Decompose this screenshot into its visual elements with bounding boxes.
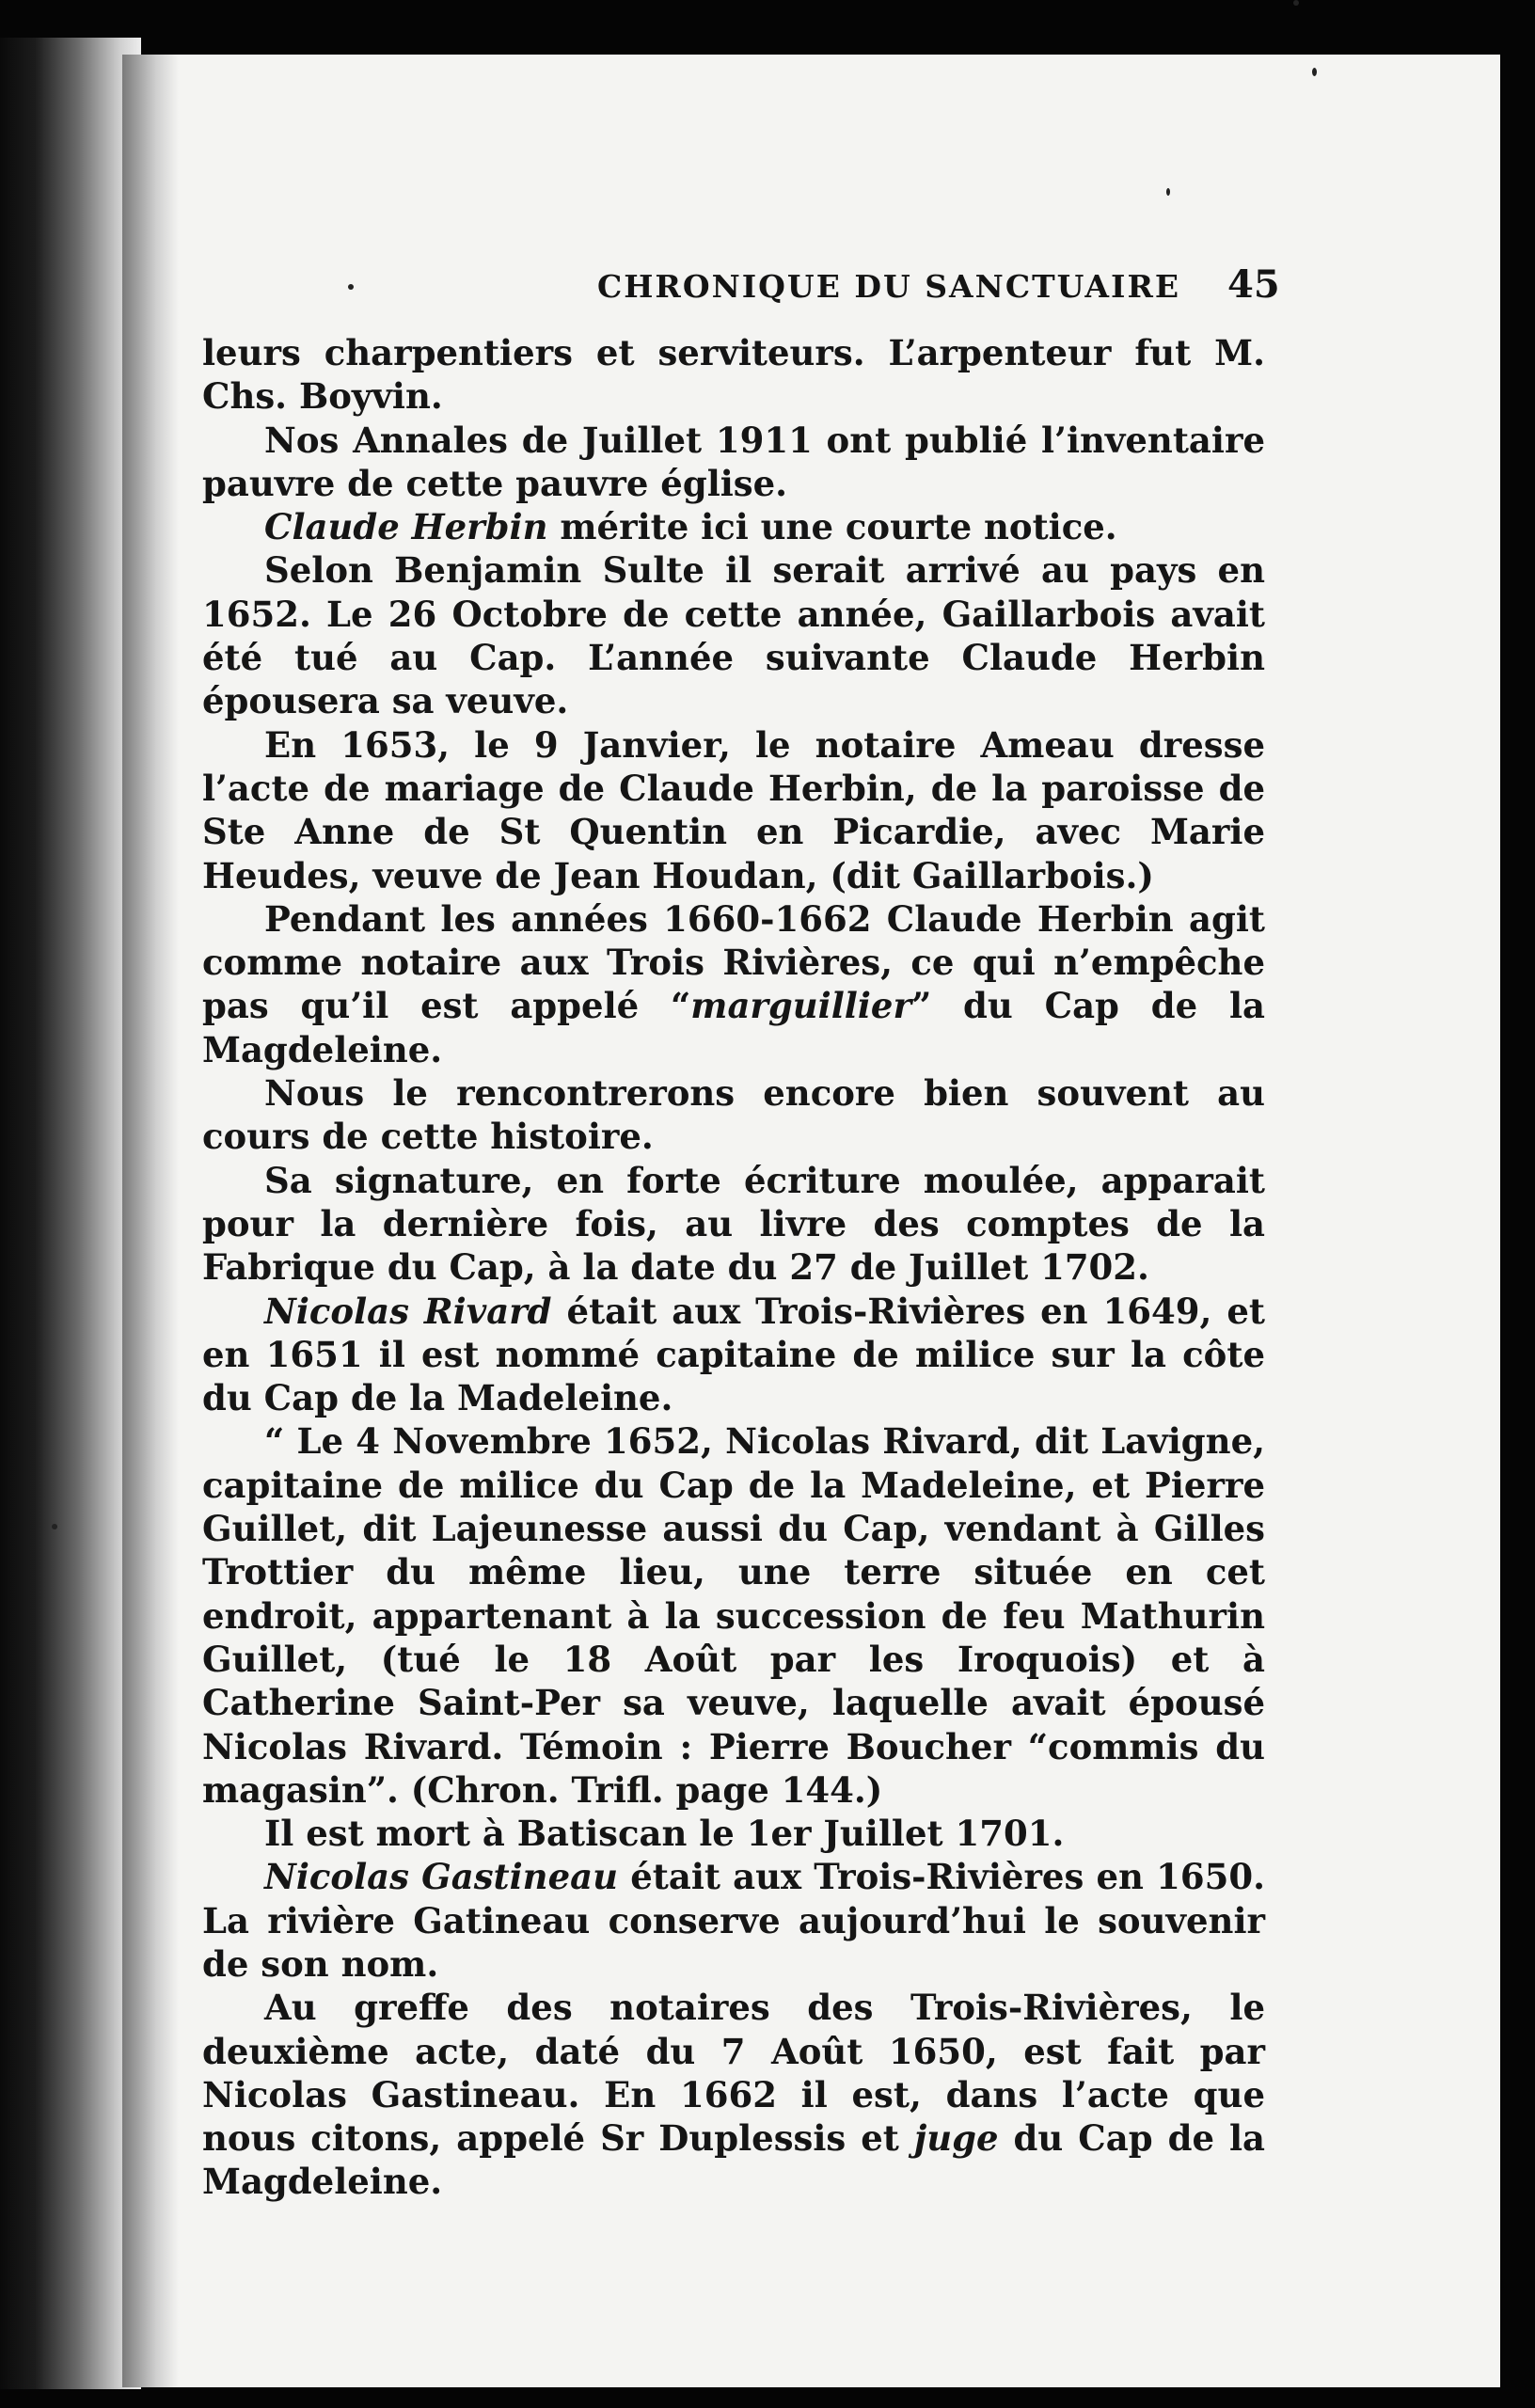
page-number: 45	[1227, 262, 1280, 307]
paragraph: Sa signature, en forte écriture moulée, apparait pour la dernière fois, au livre des comptes de la Fabrique du Cap, à la date du 27 de Juillet 1702.	[202, 1159, 1265, 1289]
paragraph: Claude Herbin mérite ici une courte notice.	[264, 506, 1117, 548]
dust-speck	[348, 284, 354, 290]
paragraph: Nicolas Gastineau était aux Trois-Rivières en 1650. La rivière Gatineau conserve aujourd’hui le souvenir de son nom.	[202, 1856, 1265, 1985]
paragraph: Il est mort à Batiscan le 1er Juillet 1701.	[264, 1813, 1065, 1855]
italic-term: juge	[913, 2117, 999, 2160]
page-gutter	[122, 55, 179, 2387]
paragraph: “ Le 4 Novembre 1652, Nicolas Rivard, dit Lavigne, capitaine de milice du Cap de la Madeleine, et Pierre Guillet, dit Lajeunesse aussi du Cap, vendant à Gilles Trottier du même lieu, une terre située en cet endroit, appartenant à la succession de feu Mathurin Guillet, (tué le 18 Août par les Iroquois) et à Catherine Saint-Per sa veuve, laquelle avait épousé Nicolas Rivard. Témoin : Pierre Boucher “commis du magasin”. (Chron. Trifl. page 144.)	[202, 1420, 1265, 1811]
italic-term: marguillier	[690, 985, 911, 1027]
person-name: Claude Herbin	[264, 506, 548, 548]
scan-shadow	[0, 38, 141, 2389]
paragraph: Nos Annales de Juillet 1911 ont publié l’inventaire pauvre de cette pauvre église.	[202, 419, 1265, 504]
paragraph: Au greffe des notaires des Trois-Rivières, le deuxième acte, daté du 7 Août 1650, est fait par Nicolas Gastineau. En 1662 il est, dans l’acte que nous citons, appelé Sr Duplessis et juge du Cap de la Magdeleine.	[202, 1987, 1265, 2203]
paragraph: Nous le rencontrerons encore bien souvent au cours de cette histoire.	[202, 1072, 1265, 1158]
dust-speck	[1312, 68, 1317, 76]
person-name: Nicolas Gastineau	[264, 1856, 619, 1898]
person-name: Nicolas Rivard	[264, 1290, 552, 1332]
body-text	[202, 331, 1265, 2204]
paragraph: Selon Benjamin Sulte il serait arrivé au pays en 1652. Le 26 Octobre de cette année, Gaillarbois avait été tué au Cap. L’année suivante Claude Herbin épousera sa veuve.	[202, 549, 1265, 722]
paragraph: Nicolas Rivard était aux Trois-Rivières en 1649, et en 1651 il est nommé capitaine de milice sur la côte du Cap de la Madeleine.	[202, 1290, 1265, 1419]
dust-speck	[52, 1524, 57, 1529]
running-title: CHRONIQUE DU SANCTUAIRE	[596, 268, 1181, 305]
paragraph: En 1653, le 9 Janvier, le notaire Ameau dresse l’acte de mariage de Claude Herbin, de la paroisse de Ste Anne de St Quentin en Picardie, avec Marie Heudes, veuve de Jean Houdan, (dit Gaillarbois.)	[202, 723, 1265, 896]
dust-speck	[1293, 0, 1299, 6]
paragraph: leurs charpentiers et serviteurs. L’arpenteur fut M. Chs. Boyvin.	[202, 332, 1265, 418]
dust-speck	[1166, 188, 1170, 196]
paragraph: Pendant les années 1660-1662 Claude Herbin agit comme notaire aux Trois Rivières, ce qui n’empêche pas qu’il est appelé “marguillier” du Cap de la Magdeleine.	[202, 897, 1265, 1070]
